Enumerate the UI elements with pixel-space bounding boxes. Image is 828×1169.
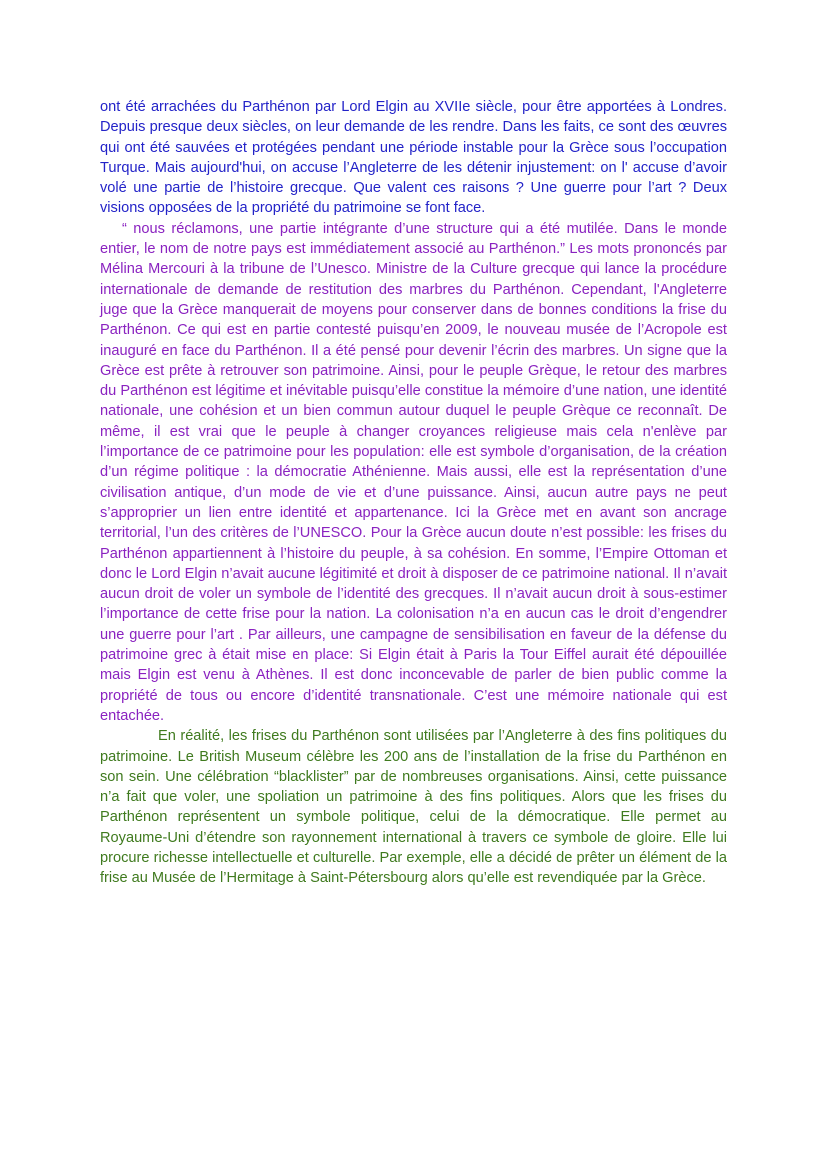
paragraph-british-use: En réalité, les frises du Parthénon sont utilisées par l’Angleterre à des fins politiques du patrimoine. Le British Museum célèbre les 200 ans de l’installation de la frise du Parthénon en son sein. Une célébration “blacklister” par de nombreuses organisations. Ainsi, cette puissance n’a fait que voler, une spoliation un patrimoine à des fins politiques. Alors que les frises du Parthénon représentent un symbole politique, celui de la démocratique. Elle permet au Royaume-Uni d’étendre son rayonnement international à travers ce symbole de gloire. Elle lui procure richesse intellectuelle et culturelle. Par exemple, elle a décidé de prêter un élément de la frise au Musée de l’Hermitage à Saint-Pétersbourg alors qu’elle est revendiquée par la Grèce. — [100, 728, 727, 887]
document-page — [100, 97, 727, 889]
paragraph-intro: ont été arrachées du Parthénon par Lord Elgin au XVIIe siècle, pour être apportées à Londres. Depuis presque deux siècles, on leur demande de les rendre. Dans les faits, ce sont des œuvres qui ont été sauvées et protégées pendant une période instable pour la Grèce sous l’occupation Turque. Mais aujourd'hui, on accuse l’Angleterre de les détenir injustement: on l' accuse d’avoir volé une partie de l’histoire grecque. Que valent ces raisons ? Une guerre pour l’art ? Deux visions opposées de la propriété du patrimoine se font face. — [100, 99, 727, 217]
paragraph-greek-claim: “ nous réclamons, une partie intégrante d’une structure qui a été mutilée. Dans le monde entier, le nom de notre pays est immédiatement associé au Parthénon.” Les mots prononcés par Mélina Mercouri à la tribune de l’Unesco. Ministre de la Culture grecque qui lance la procédure internationale de demande de restitution des marbres du Parthénon. Cependant, l'Angleterre juge que la Grèce manquerait de moyens pour conserver dans de bonnes conditions la frise du Parthénon. Ce qui est en partie contesté puisqu’en 2009, le nouveau musée de l’Acropole est inauguré en face du Parthénon. Il a été pensé pour devenir l’écrin des marbres. Un signe que la Grèce est prête à retrouver son patrimoine. Ainsi, pour le peuple Grèque, le retour des marbres du Parthénon est légitime et inévitable puisqu’elle constitue la mémoire d’une nation, une identité nationale, une cohésion et un bien commun autour duquel le peuple Grèque ce reconnaît. De même, il est vrai que le peuple à changer croyances religieuse mais cela n'enlève par l’importance de ce patrimoine pour les population: elle est symbole d’organisation, de la création d’un régime politique : la démocratie Athénienne. Mais aussi, elle est la représentation d’une civilisation antique, d’un mode de vie et d’une puissance. Ainsi, aucun autre pays ne peut s’approprier un lien entre identité et appartenance. Ici la Grèce met en avant son ancrage territorial, l’un des critères de l’UNESCO. Pour la Grèce aucun doute n’est possible: les frises du Parthénon appartiennent à l’histoire du peuple, à sa cohésion. En somme, l’Empire Ottoman et donc le Lord Elgin n’avait aucune légitimité et droit à disposer de ce patrimoine national. Il n’avait aucun droit de voler un symbole de l’identité des grecques. Il n’avait aucun droit à sous-estimer l’importance de cette frise pour la nation. La colonisation n’a en aucun cas le droit d’engendrer une guerre pour l’art . Par ailleurs, une campagne de sensibilisation en faveur de la défense du patrimoine grec à était mise en place: Si Elgin était à Paris la Tour Eiffel aurait été dépouillée mais Elgin est venu à Athènes. Il est donc inconcevable de parler de bien public comme la propriété de tous ou encore d’identité transnationale. C’est une mémoire nationale qui est entachée. — [100, 220, 727, 724]
